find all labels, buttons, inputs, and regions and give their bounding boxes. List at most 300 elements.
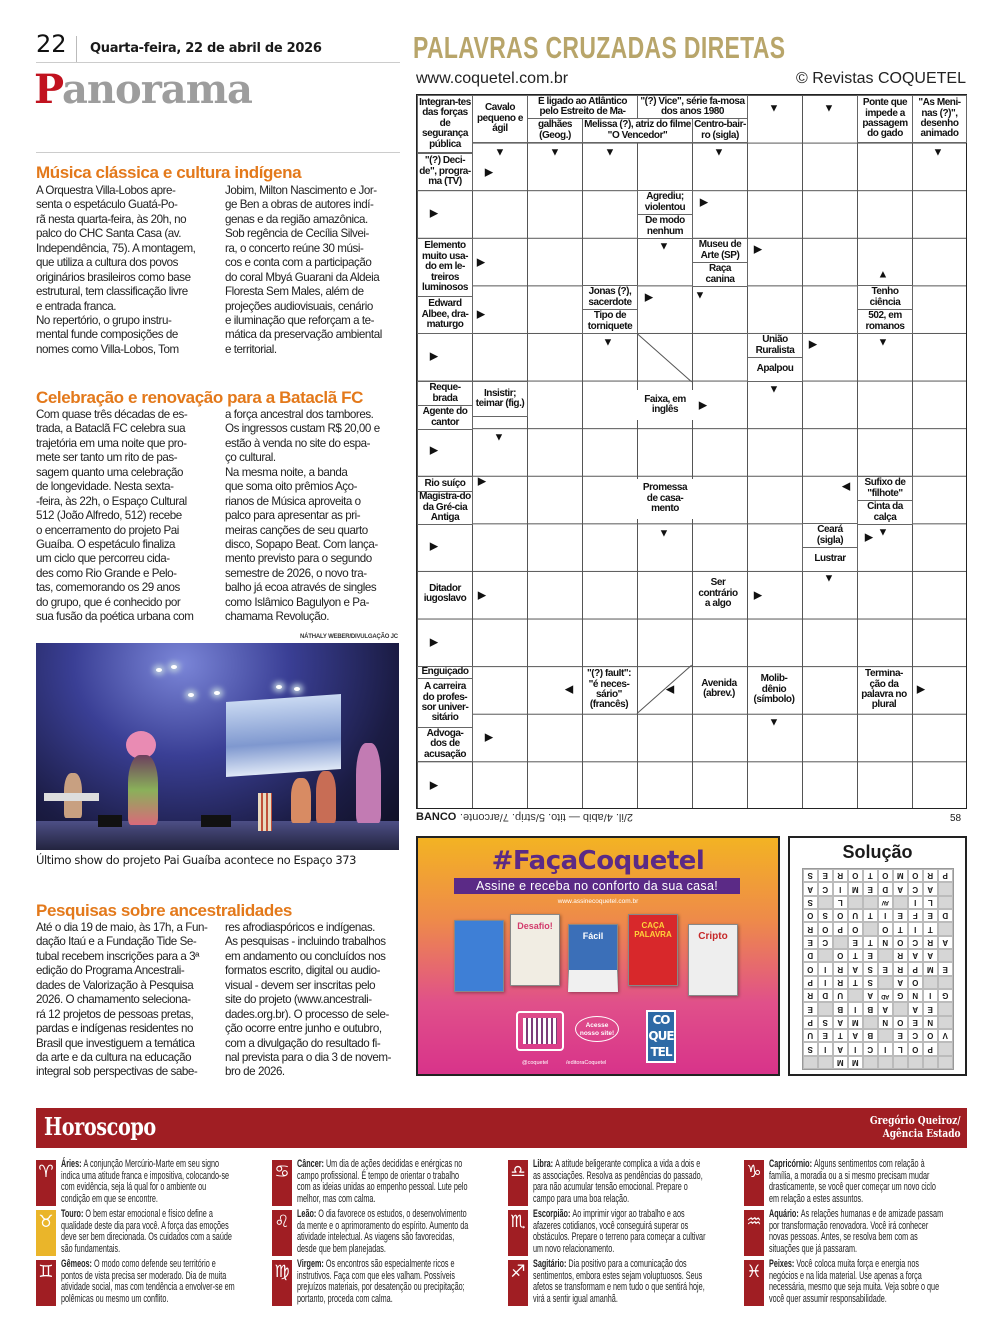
- arrow-down-icon: ▼: [932, 146, 944, 159]
- solution-cell: T: [893, 922, 908, 935]
- horoscope-text: [769, 1209, 945, 1255]
- sign-forecast: As relações humanas e de amizade passam por transformação renovadora. Você irá conhecer novas pessoas. Antes, se resolva bem com as situações que já passaram.: [769, 1208, 944, 1255]
- arrow-down-icon: ▼: [494, 146, 506, 159]
- arrow-down-icon: ▼: [658, 240, 670, 253]
- section-title: [34, 66, 252, 113]
- arrow-right-icon: ▶: [477, 589, 487, 602]
- sign-forecast: O modo como defende seu território e pontos de vista precisa ser moderado. Dia de muita atividade social, mas com tendência a envolver-se em polêmicas ou mesmo um conflito.: [61, 1258, 235, 1305]
- solution-cell: E: [863, 882, 878, 895]
- solution-title: Solução: [842, 842, 913, 862]
- solution-cell: O: [908, 976, 923, 989]
- arrow-right-icon: ▶: [476, 308, 486, 321]
- coquetel-logo: [646, 1010, 676, 1063]
- crossword-clue: Enguiçado: [417, 666, 473, 679]
- crossword-clue: Sufixo de "filhote": [857, 476, 913, 501]
- solution-cell: S: [818, 1016, 833, 1029]
- solution-cell: S: [863, 976, 878, 989]
- arrow-right-icon: ▶: [484, 731, 494, 744]
- solution-cell: S: [863, 962, 878, 975]
- crossword-copyright: © Revistas COQUETEL: [795, 70, 966, 87]
- sign-name: Leão:: [297, 1208, 319, 1220]
- solution-cell: C: [908, 882, 923, 895]
- aries-icon: ♈︎: [36, 1160, 56, 1206]
- sign-forecast: Dia positivo para a comunicação dos sentimentos, embora estes sejam voluptuosos. Seus afetos se transformam e nem tudo o que sentirá hoje, virá a sentir igual amanhã.: [533, 1258, 705, 1305]
- arrow-up-icon: ▲: [877, 268, 889, 281]
- text-line: senta o espetáculo Guatá-Po-: [36, 198, 178, 212]
- text-line: integral sob perspectivas de sabe-: [36, 1065, 198, 1079]
- crossword-url[interactable]: www.coquetel.com.br: [416, 70, 569, 87]
- text-line: Jobim, Milton Nascimento e Jor-: [225, 184, 377, 197]
- article-headline: Celebração e renovação para a Bataclã FC: [36, 388, 363, 407]
- sign-forecast: A atitude beligerante complica a vida a dois e as associações. Resolva as pendências do passado, para não acumular tensão emocional. Prepare o campo para uma boa relação.: [533, 1158, 703, 1205]
- text-line: visual - devem ser inscritas pelo: [225, 978, 376, 992]
- qr-code[interactable]: [516, 1011, 564, 1051]
- solution-cell: [938, 976, 953, 989]
- crossword-clue: Centro-bair-ro (sigla): [692, 118, 748, 143]
- text-line: originários brasileiros como base: [36, 270, 191, 284]
- crossword-clue: "As Meni-nas (?)", desenho animado: [912, 95, 967, 143]
- page-number: 22: [36, 30, 67, 58]
- article-column: [36, 184, 195, 357]
- arrow-right-icon: ▶: [429, 350, 439, 363]
- text-line: edição do Programa Ancestrali-: [36, 964, 185, 978]
- sign-name: Áries:: [61, 1158, 84, 1170]
- solution-cell: O: [833, 909, 848, 922]
- aquarius-icon: ♒︎: [744, 1210, 764, 1256]
- text-line: como Islâmico Bagulyon e Pa-: [225, 595, 369, 609]
- solution-cell: T: [863, 936, 878, 949]
- text-line: e entrada franca.: [36, 299, 117, 313]
- solution-cell: C: [908, 936, 923, 949]
- performer: [356, 743, 381, 823]
- horoscope-text: [533, 1259, 709, 1305]
- horoscope-author: [870, 1114, 961, 1140]
- solution-cell: D: [938, 909, 953, 922]
- solution-cell: [923, 976, 938, 989]
- solution-cell: I: [908, 896, 923, 909]
- ad-title: #FaçaCoquetel: [491, 846, 705, 876]
- musician: [316, 771, 336, 823]
- solution-cell: E: [893, 1029, 908, 1042]
- logo-line: TEL: [650, 1045, 672, 1059]
- crossword-clue: De modo nenhum: [637, 214, 693, 239]
- solution-cell: P: [833, 922, 848, 935]
- arrow-down-icon: ▼: [493, 431, 505, 444]
- arrow-down-icon: ▼: [713, 146, 725, 159]
- horoscope-text: [769, 1159, 945, 1205]
- horoscope-text: [61, 1209, 237, 1255]
- solution-cell: U: [848, 909, 863, 922]
- arrow-right-icon: ▶: [477, 475, 487, 488]
- text-line: do coral Mbyá Guarani da Aldeia: [225, 270, 380, 284]
- solution-cell: M: [848, 882, 863, 895]
- crossword-clue: Lustrar: [802, 547, 858, 572]
- crossword-clue: Promessa de casa-mento: [637, 479, 693, 519]
- coquetel-ad[interactable]: [416, 836, 780, 1076]
- solution-cell: R: [923, 936, 938, 949]
- arrow-left-icon: ◀: [564, 683, 574, 696]
- section-title-initial: P: [34, 66, 63, 113]
- text-line: rianos de Música aproveita o: [225, 494, 361, 508]
- text-line: 2026. O chamamento seleciona-: [36, 993, 191, 1007]
- horoscope-text: [533, 1159, 709, 1205]
- concert-photo: [36, 643, 399, 850]
- solution-cell: E: [818, 1029, 833, 1042]
- solution-cell: M: [893, 869, 908, 882]
- solution-cell: T: [848, 976, 863, 989]
- crossword-clue: Raça canina: [692, 262, 748, 287]
- crossword-clue: União Ruralista: [747, 333, 803, 358]
- sign-forecast: A conjunção Mercúrio-Marte em seu signo indica uma atitude franca e impositiva, colocando-se com evidência, seja lá qual for o ambiente ou condição em que se encontre.: [61, 1158, 230, 1205]
- arrow-right-icon: ▶: [484, 166, 494, 179]
- solution-cell: E: [863, 949, 878, 962]
- solution-cell: R: [803, 989, 818, 1002]
- text-line: des como Rio Grande e Pelo-: [36, 566, 177, 580]
- text-line: bro de 2026.: [225, 1065, 285, 1079]
- text-line: rá 12 projetos de pessoas pretas,: [36, 1007, 194, 1021]
- solution-cell: O: [908, 869, 923, 882]
- solution-cell: A: [848, 1029, 863, 1042]
- sign-forecast: O bem estar emocional e físico define a qualidade deste dia para você. A força das emoções deve ser bem direcionada. Os cuidados com a saúde são fundamentais.: [61, 1208, 232, 1255]
- solution-cell: [908, 1056, 923, 1069]
- section-title-rest: anorama: [62, 66, 252, 113]
- text-line: ge Ben a obras de autores indí-: [225, 198, 374, 212]
- crossword-clue: Ser contrário a algo: [694, 573, 742, 615]
- diagonal-divider: [637, 665, 692, 714]
- solution-cell: I: [878, 909, 893, 922]
- solution-cell: [893, 1056, 908, 1069]
- solution-cell: M: [923, 962, 938, 975]
- horoscope-entry: [744, 1260, 949, 1308]
- text-line: Até o dia 19 de maio, às 17h, a Fun-: [36, 921, 208, 934]
- crossword-clue: Edward Albee, dra-maturgo: [417, 296, 473, 334]
- cancer-icon: ♋︎: [272, 1160, 292, 1206]
- solution-cell: S: [803, 1042, 818, 1055]
- facebook-handle: /editoraCoquetel: [566, 1060, 607, 1066]
- horoscope-entry: [508, 1210, 713, 1258]
- stage-light: [156, 668, 162, 672]
- sign-forecast: Ao imprimir vigor ao trabalho e aos afazeres cotidianos, você conseguirá superar os obstáculos. Prepare o terreno para começar a cultivar um novo relacionamento.: [533, 1208, 706, 1255]
- crossword-clue: Avenida (abrev.): [694, 673, 744, 705]
- date-line: Quarta-feira, 22 de abril de 2026: [90, 41, 322, 56]
- solution-cell: P: [908, 962, 923, 975]
- sign-name: Gêmeos:: [61, 1258, 94, 1270]
- solution-cell: L: [833, 896, 848, 909]
- crossword-clue: É ligado ao Atlântico pelo Estreito de Ma-: [527, 95, 638, 119]
- solution-cell: A: [908, 1002, 923, 1015]
- solution-cell: P: [923, 1042, 938, 1055]
- solution-cell: [818, 949, 833, 962]
- sign-forecast: Um dia de ações decididas e enérgicas no campo profissional. É tempo de orientar o trabalho com as ideias unidas ao empenho pessoal. Lute pelo melhor, mas com calma.: [297, 1158, 468, 1205]
- libra-icon: ♎︎: [508, 1160, 528, 1206]
- speaker: [201, 815, 231, 827]
- crossword-clue: Reque-brada: [417, 381, 473, 406]
- arrow-right-icon: ▶: [644, 291, 654, 304]
- puzzle-number: 58: [950, 813, 962, 824]
- arrow-down-icon: ▼: [658, 527, 670, 540]
- solution-cell: R: [923, 869, 938, 882]
- solution-cell: S: [803, 869, 818, 882]
- solution-cell: A: [833, 1016, 848, 1029]
- crossword-clue: Ponte que impede a passagem do gado: [857, 95, 913, 143]
- text-line: do grupo, que é conhecido por: [36, 595, 181, 609]
- solution-cell: E: [923, 909, 938, 922]
- arrow-down-icon: ▼: [694, 289, 706, 302]
- solution-cell: B: [833, 1002, 848, 1015]
- text-line: No repertório, o grupo instru-: [36, 313, 172, 327]
- author-agency: Agência Estado: [883, 1127, 961, 1140]
- solution-cell: [893, 896, 908, 909]
- crossword-clue: Cinta da calça: [857, 500, 913, 525]
- solution-cell: O: [803, 909, 818, 922]
- text-line: que soma oito prêmios Aço-: [225, 480, 358, 494]
- solution-cell: A: [833, 1042, 848, 1055]
- solution-cell: U: [803, 1029, 818, 1042]
- arrow-right-icon: ▶: [429, 444, 439, 457]
- solution-cell: T: [923, 922, 938, 935]
- text-line: disco, Sopapo Beat. Com lança-: [225, 537, 378, 551]
- crossword-clue: "(?) Deci-de", progra-ma (TV): [417, 153, 473, 191]
- solution-cell: R: [893, 962, 908, 975]
- arrow-left-icon: ◀: [841, 480, 851, 493]
- solution-cell: B: [863, 1002, 878, 1015]
- text-line: sua fusão da poética urbana com: [36, 610, 194, 624]
- horoscope-title: Horoscopo: [44, 1112, 156, 1141]
- solution-cell: E: [893, 909, 908, 922]
- text-line: palco para apresentar as pri-: [225, 509, 361, 523]
- text-line: estão à venda no site do espa-: [225, 436, 371, 450]
- arrow-right-icon: ▶: [698, 399, 708, 412]
- solution-cell: [863, 896, 878, 909]
- sign-name: Capricórnio:: [769, 1158, 815, 1170]
- capricorn-icon: ♑︎: [744, 1160, 764, 1206]
- horoscope-entry: [272, 1160, 477, 1208]
- text-line: semestre de 2026, o novo tra-: [225, 566, 367, 580]
- text-line: ra, o concerto reúne 30 músi-: [225, 241, 364, 255]
- ad-url[interactable]: www.assinecoquetel.com.br: [557, 898, 639, 905]
- solution-cell: [818, 896, 833, 909]
- crossword-clue: Integran-tes das forças de segurança pública: [417, 95, 473, 153]
- text-line: mática da preservação ambiental: [225, 328, 382, 342]
- text-line: dação Itaú e a Fundação Tide Se-: [36, 935, 197, 949]
- solution-cell: M: [848, 1016, 863, 1029]
- visit-site-badge[interactable]: Acesse nosso site!: [575, 1016, 619, 1042]
- arrow-down-icon: ▼: [549, 146, 561, 159]
- article-column: [36, 408, 194, 625]
- solution-cell: A: [878, 1002, 893, 1015]
- text-line: e iluminação que reforçam a te-: [225, 313, 375, 327]
- horoscope-text: [297, 1209, 473, 1255]
- solution-cell: I: [848, 1042, 863, 1055]
- divider: [36, 62, 400, 63]
- solution-cell: P: [803, 976, 818, 989]
- solution-cell: E: [878, 962, 893, 975]
- arrow-right-icon: ▶: [429, 540, 439, 553]
- crossword-clue: 502, em romanos: [857, 309, 913, 334]
- solution-cell: G: [938, 989, 953, 1002]
- sign-forecast: O dia favorece os estudos, o desenvolvimento da mente e o aprimoramento do espírito. Aumento da atividade intelectual. As viagens são favorecidas, desde que bem planejadas.: [297, 1208, 469, 1255]
- solution-cell: E: [938, 962, 953, 975]
- solution-cell: O: [893, 936, 908, 949]
- photo-caption: Último show do projeto Pai Guaíba acontece no Espaço 373: [36, 853, 357, 867]
- text-line: tas, comemorando os 29 anos: [36, 581, 180, 595]
- horoscope-entry: [272, 1260, 477, 1308]
- sign-name: Peixes:: [769, 1258, 797, 1270]
- solution-cell: V: [938, 1029, 953, 1042]
- musician: [291, 778, 311, 823]
- solution-cell: D: [818, 989, 833, 1002]
- solution-cell: R: [833, 962, 848, 975]
- solution-cell: A: [803, 882, 818, 895]
- solution-cell: AD: [878, 989, 893, 1002]
- solution-cell: L: [923, 896, 938, 909]
- solution-cell: C: [863, 1042, 878, 1055]
- solution-cell: [863, 1016, 878, 1029]
- text-line: A Orquestra Villa-Lobos apre-: [36, 184, 176, 197]
- magazine-cover: Fácil: [568, 924, 618, 992]
- crossword-clue: "(?) Vice", série fa-mosa dos anos 1980: [637, 95, 748, 119]
- solution-cell: T: [833, 1029, 848, 1042]
- text-line: ção ocorre entre junho e outubro,: [225, 1022, 382, 1036]
- solution-cell: O: [893, 1016, 908, 1029]
- solution-cell: [938, 1042, 953, 1055]
- horoscope-header: [36, 1108, 967, 1148]
- solution-cell: [878, 949, 893, 962]
- text-line: ço cultural.: [225, 451, 276, 465]
- solution-cell: [818, 1056, 833, 1069]
- solution-cell: I: [818, 1042, 833, 1055]
- solution-cell: O: [818, 922, 833, 935]
- solution-cell: R: [833, 976, 848, 989]
- solution-cell: M: [833, 1056, 848, 1069]
- sign-name: Touro:: [61, 1208, 86, 1220]
- text-line: um ciclo que percorreu cida-: [36, 552, 170, 566]
- solution-cell: I: [818, 976, 833, 989]
- article-headline: Pesquisas sobre ancestralidades: [36, 901, 292, 920]
- text-line: Sob regência de Cecília Silvei-: [225, 227, 369, 241]
- crossword-clue: Advoga-dos de acusação: [417, 727, 473, 762]
- solution-cell: I: [923, 989, 938, 1002]
- solution-cell: T: [863, 909, 878, 922]
- sign-name: Câncer:: [297, 1158, 326, 1170]
- article-column: [225, 184, 382, 357]
- solution-cell: N: [878, 936, 893, 949]
- solution-cell: P: [938, 869, 953, 882]
- text-line: 512 (João Alfredo, 512) recebe: [36, 509, 182, 523]
- text-line: Na mesma noite, a banda: [225, 465, 348, 479]
- sign-forecast: Os encontros são especialmente ricos e instrutivos. Faça com que eles valham. Possíveis prejuízos materiais, por desatenção ou precipitação; portanto, proceda com calma.: [297, 1258, 465, 1305]
- article-headline: Música clássica e cultura indígena: [36, 163, 302, 182]
- sign-name: Libra:: [533, 1158, 556, 1170]
- solution-cell: E: [848, 936, 863, 949]
- text-line: estrutural, tem classificação livre: [36, 285, 188, 299]
- solution-cell: [833, 936, 848, 949]
- text-line: Guaíba. O espetáculo finaliza: [36, 537, 176, 551]
- text-line: com a divulgação do resultado fi-: [225, 1036, 381, 1050]
- stage-light: [188, 693, 194, 697]
- arrow-down-icon: ▼: [768, 716, 780, 729]
- solution-cell: A: [923, 882, 938, 895]
- text-line: balho já ecoa através de singles: [225, 581, 377, 595]
- magazine-cover: [454, 920, 504, 992]
- solution-cell: E: [803, 936, 818, 949]
- crossword-clue: Molib-dênio (símbolo): [749, 670, 799, 710]
- solution-cell: N: [923, 1016, 938, 1029]
- solution-cell: [893, 1002, 908, 1015]
- solution-cell: [938, 949, 953, 962]
- text-line: mental funde composições de: [36, 328, 178, 342]
- instagram-handle: @coquetel: [522, 1060, 549, 1066]
- crossword-clue: Apalpou: [747, 357, 803, 382]
- solution-cell: A: [863, 989, 878, 1002]
- horoscope-text: [769, 1259, 945, 1305]
- solution-cell: R: [833, 869, 848, 882]
- solution-cell: I: [878, 1042, 893, 1055]
- crossword-clue: Magistra-do da Gré-cia Antiga: [417, 491, 473, 525]
- crossword-clue: galhães (Geog.): [527, 118, 583, 143]
- solution-cell: T: [848, 949, 863, 962]
- solution-cell: C: [818, 936, 833, 949]
- horoscope-entry: [744, 1210, 949, 1258]
- text-line: palco do CHC Santa Casa (av.: [36, 227, 182, 241]
- leo-icon: ♌︎: [272, 1210, 292, 1256]
- solution-cell: AV: [878, 896, 893, 909]
- sign-name: Virgem:: [297, 1258, 326, 1270]
- solution-cell: L: [893, 1042, 908, 1055]
- solution-cell: B: [863, 1029, 878, 1042]
- solution-cell: C: [818, 882, 833, 895]
- crossword-grid[interactable]: [416, 94, 967, 809]
- text-line: trada, a Bataclã FC celebra sua: [36, 422, 186, 436]
- arrow-right-icon: ▶: [699, 196, 709, 209]
- solution-grid: [802, 868, 954, 1070]
- article-column: [36, 921, 207, 1080]
- arrow-down-icon: ▼: [877, 336, 889, 349]
- crossword-clue: "(?) fault": "é neces-sário" (francês): [583, 668, 635, 712]
- solution-cell: I: [818, 962, 833, 975]
- arrow-right-icon: ▶: [864, 531, 874, 544]
- horoscope-entry: [508, 1260, 713, 1308]
- solution-cell: A: [938, 936, 953, 949]
- solution-cell: [938, 896, 953, 909]
- pisces-icon: ♓︎: [744, 1260, 764, 1306]
- arrow-down-icon: ▼: [604, 146, 616, 159]
- crossword-clue: Rio suíço: [417, 476, 473, 492]
- text-line: genas e da região amazônica.: [225, 212, 368, 226]
- keyboard: [44, 793, 99, 801]
- solution-cell: I: [833, 882, 848, 895]
- text-line: e territorial.: [225, 342, 277, 356]
- text-line: tubal recebem inscrições para a 3ª: [36, 949, 199, 963]
- text-line: nomes como Villa-Lobos, Tom: [36, 342, 179, 356]
- arrow-down-icon: ▼: [823, 572, 835, 585]
- text-line: de longevidade. Nesta sexta-: [36, 480, 174, 494]
- bank-label: BANCO: [416, 811, 457, 823]
- text-line: meiras canções de seu quarto: [225, 523, 368, 537]
- text-line: sagem quanto uma celebração: [36, 465, 184, 479]
- taurus-icon: ♉︎: [36, 1210, 56, 1256]
- text-line: pardas e indígenas residentes no: [36, 1022, 194, 1036]
- solution-cell: [938, 1016, 953, 1029]
- text-line: dades.org.br). O processo de sele-: [225, 1007, 389, 1021]
- text-line: site do projeto (www.ancestrali-: [225, 993, 372, 1007]
- solution-cell: [848, 896, 863, 909]
- solution-cell: I: [908, 922, 923, 935]
- text-line: mete ser tanto um rito de pas-: [36, 451, 178, 465]
- horoscope-entry: [36, 1260, 241, 1308]
- arrow-right-icon: ▶: [753, 243, 763, 256]
- author-name: Gregório Queiroz/: [870, 1114, 961, 1127]
